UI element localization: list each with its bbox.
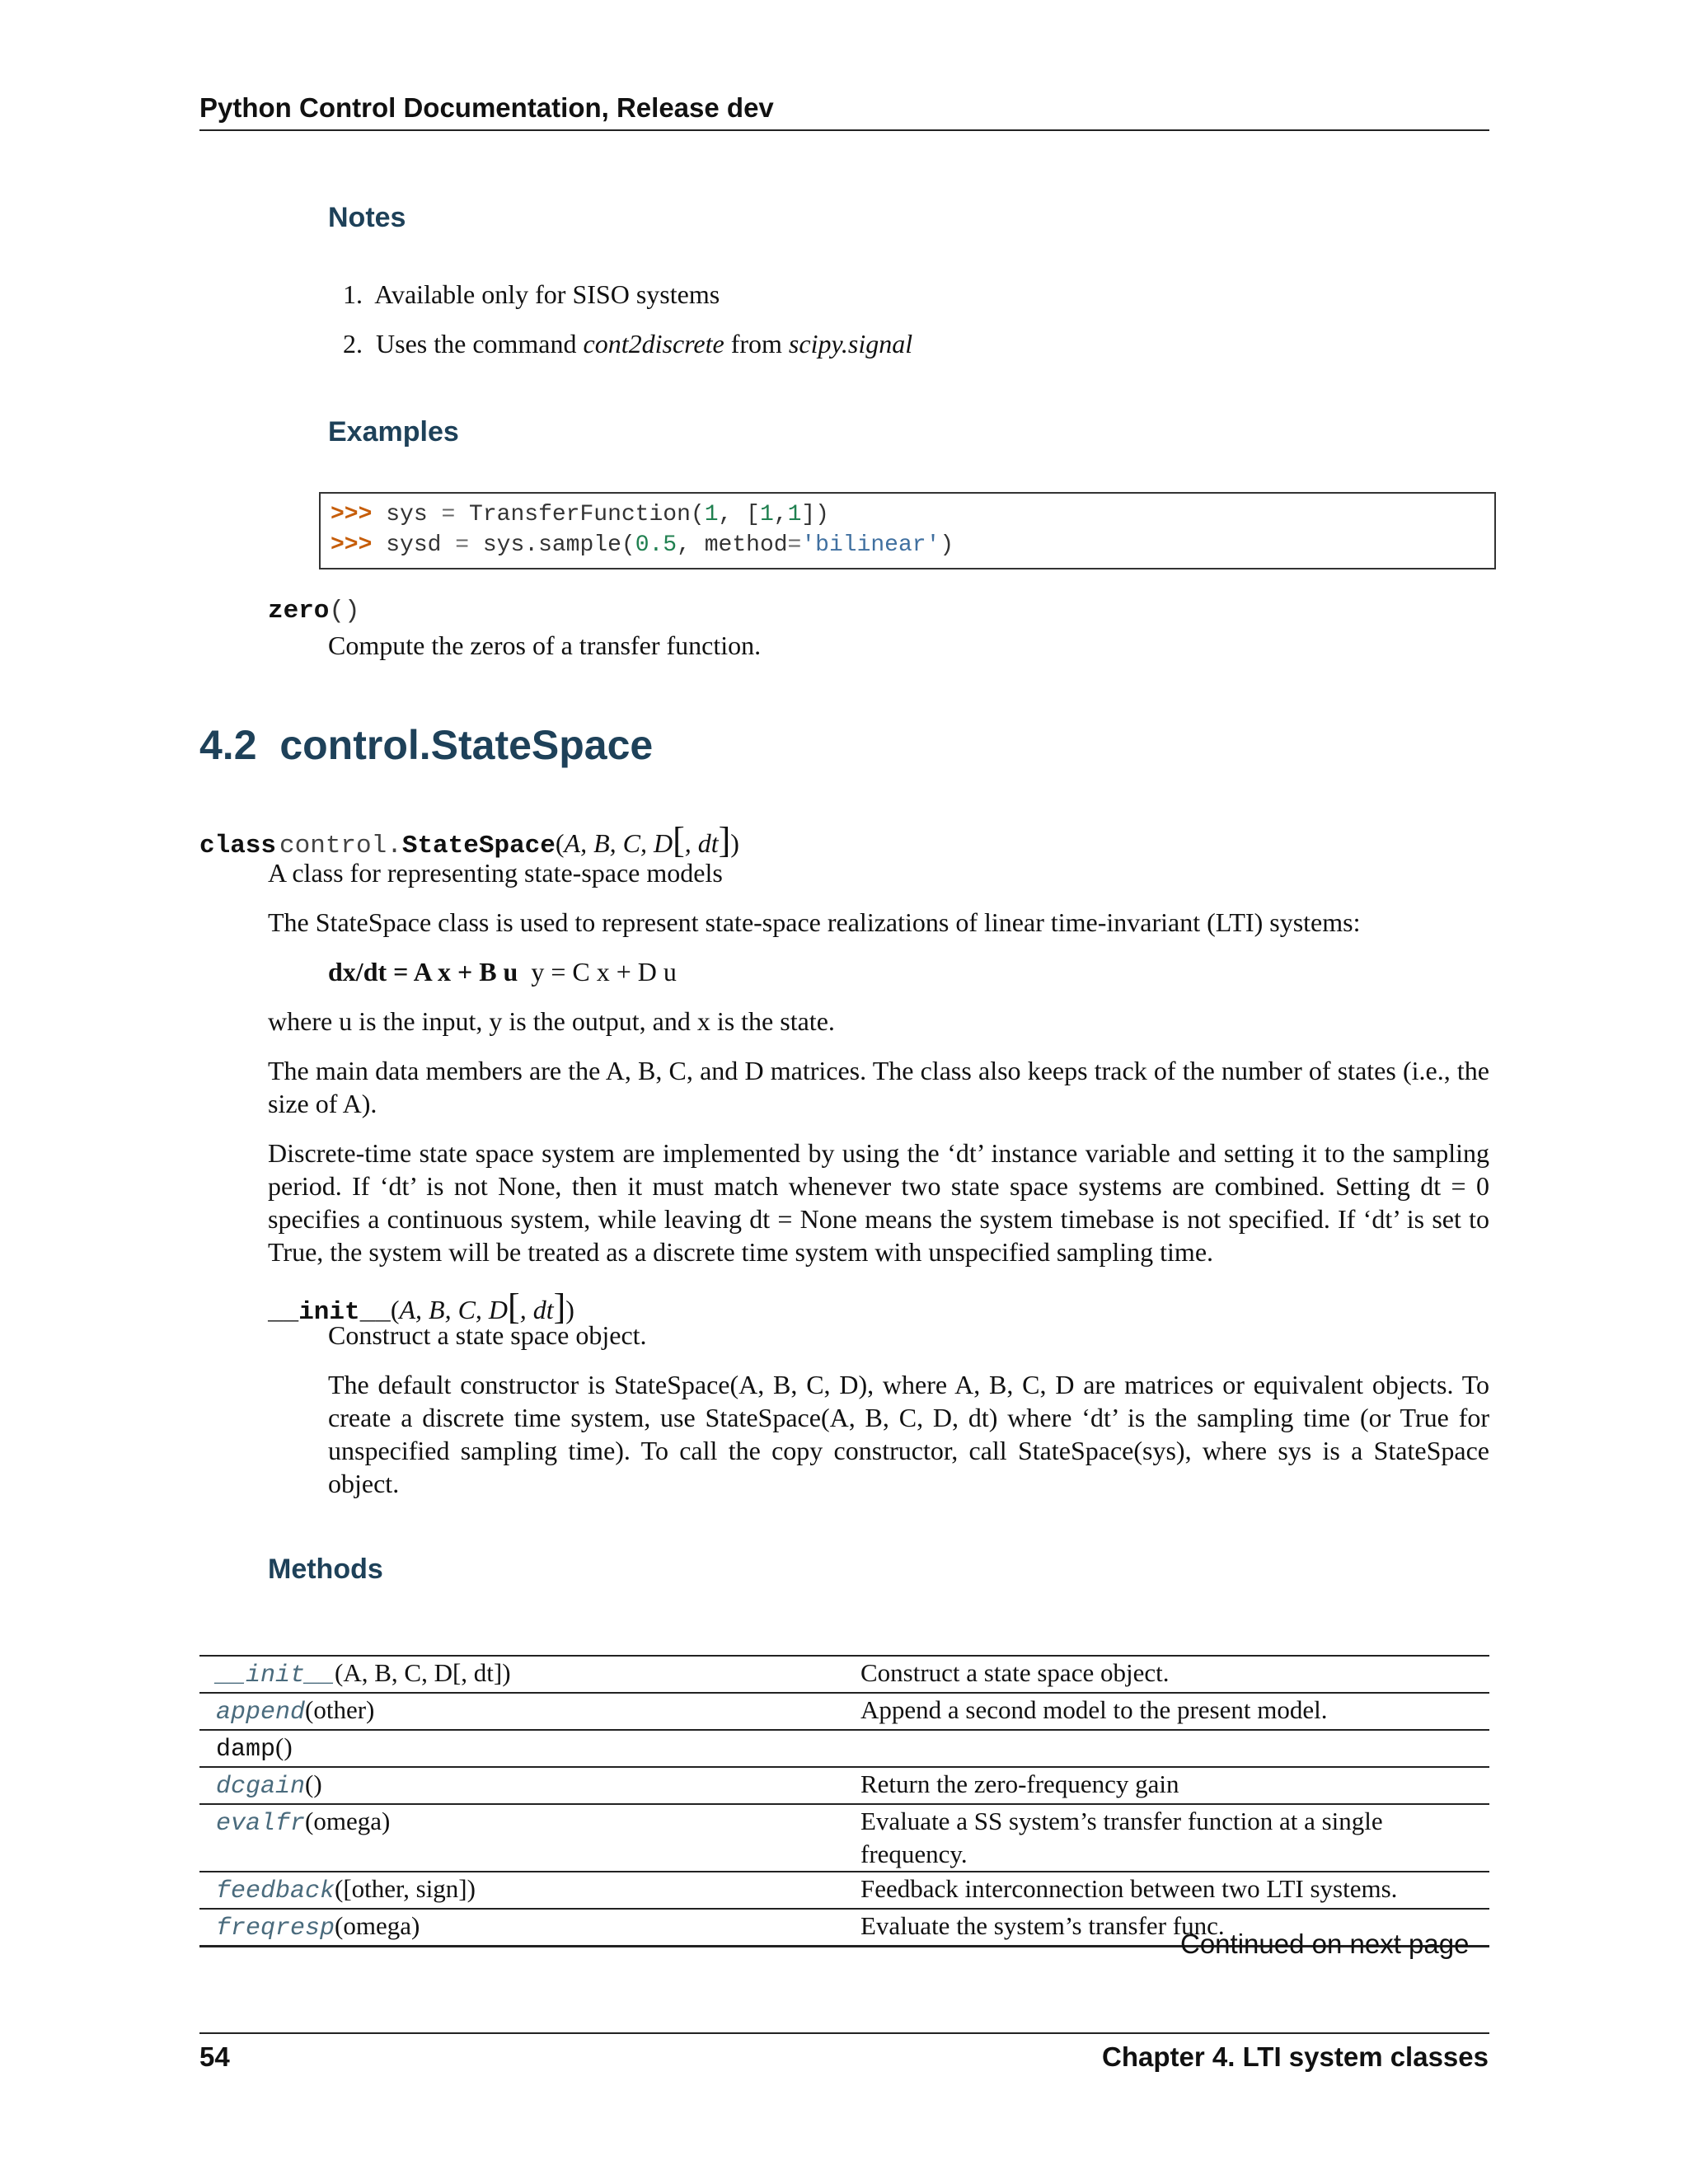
class-module: control. [279, 832, 402, 860]
class-rbracket: ] [718, 820, 731, 860]
class-para-2: where u is the input, y is the output, and x is the state. [268, 1006, 835, 1036]
continued-note: Continued on next page [1180, 1929, 1470, 1959]
code-number: 1 [759, 502, 774, 527]
method-description [844, 1730, 1489, 1767]
code-operator: = [787, 532, 802, 558]
methods-heading: Methods [268, 1554, 383, 1585]
method-description: Evaluate the system’s transfer func. [860, 1911, 1225, 1940]
note-item-2 [343, 327, 912, 360]
table-row [199, 1656, 1489, 1693]
init-params: A, B, C, D [399, 1295, 509, 1324]
method-args: (other) [305, 1695, 375, 1724]
note-number: 2. [343, 329, 363, 359]
class-name: StateSpace [401, 832, 556, 860]
chapter-title: Chapter 4. LTI system classes [1102, 2041, 1489, 2072]
running-head: Python Control Documentation, Release dev [199, 92, 774, 123]
code-number: 1 [787, 502, 802, 527]
code-prompt: >>> [331, 502, 373, 527]
init-summary: Construct a state space object. [328, 1320, 647, 1350]
method-description: Append a second model to the present model. [860, 1695, 1328, 1724]
note-module: scipy.signal [788, 329, 913, 359]
class-close-paren: ) [730, 828, 739, 858]
method-description: Return the zero-frequency gain [860, 1769, 1179, 1798]
init-lbracket: [ [508, 1286, 520, 1327]
init-rbracket: ] [553, 1286, 566, 1327]
init-close-paren: ) [565, 1295, 574, 1324]
code-token: ) [940, 532, 954, 558]
method-description: Construct a state space object. [860, 1658, 1170, 1687]
note-text: Available only for SISO systems [374, 279, 720, 309]
method-link[interactable]: evalfr [216, 1810, 306, 1838]
table-row [199, 1730, 1489, 1767]
note-item-1 [343, 278, 720, 311]
note-middle: from [724, 329, 789, 359]
class-open-paren: ( [555, 828, 565, 858]
code-token: sys [372, 502, 442, 527]
zero-signature [268, 597, 360, 626]
method-cell [199, 1804, 844, 1872]
method-args: (A, B, C, D[, dt]) [335, 1658, 511, 1687]
method-cell [199, 1909, 844, 1947]
method-link[interactable]: feedback [216, 1877, 335, 1905]
code-prompt: >>> [331, 532, 373, 558]
footer-rule [199, 2032, 1489, 2034]
examples-heading: Examples [328, 416, 459, 448]
code-operator: = [441, 502, 456, 527]
class-para-3: The main data members are the A, B, C, and D matrices. The class also keeps track of the number of states (i.e., the size of A). [268, 1056, 1489, 1118]
init-opt-params: , dt [519, 1295, 554, 1324]
method-name: damp [216, 1736, 276, 1764]
note-command: cont2discrete [583, 329, 724, 359]
method-cell [199, 1767, 844, 1804]
class-opt-params: , dt [684, 828, 719, 858]
code-token: sysd [372, 532, 456, 558]
code-token: , [ [718, 502, 760, 527]
code-block [319, 492, 1496, 569]
notes-heading: Notes [328, 202, 406, 233]
methods-table [199, 1655, 1489, 1947]
method-cell [199, 1872, 844, 1909]
code-line-2 [331, 532, 954, 558]
class-para-1: The StateSpace class is used to represent state-space realizations of linear time-invariant (LTI) systems: [268, 907, 1361, 937]
method-link[interactable]: freqresp [216, 1915, 335, 1943]
state-equation [328, 955, 677, 988]
class-keyword: class [199, 832, 277, 860]
method-description: Feedback interconnection between two LTI systems. [860, 1874, 1398, 1903]
zero-params: () [329, 597, 360, 626]
code-operator: = [455, 532, 470, 558]
class-summary: A class for representing state-space models [268, 858, 723, 888]
table-row [199, 1693, 1489, 1730]
code-token: TransferFunction( [455, 502, 705, 527]
state-equation-bold: dx/dt = A x + B u [328, 957, 518, 987]
code-token: , [773, 502, 788, 527]
class-para-4: Discrete-time state space system are implemented by using the ‘dt’ instance variable and setting it to the sampling period. If ‘dt’ is not None, then it must match whenever two state space systems are combined. Setting dt = 0 specifies a continuous system, while leaving dt = None means the system timebase is not specified. If ‘dt’ is set to True, the system will be treated as a discrete time system with unspecified sampling time. [268, 1138, 1489, 1267]
method-args: ([other, sign]) [335, 1874, 476, 1903]
table-row [199, 1804, 1489, 1872]
init-open-paren: ( [390, 1295, 400, 1324]
code-number: 1 [704, 502, 719, 527]
init-para: The default constructor is StateSpace(A, B, C, D), where A, B, C, D are matrices or equivalent objects. To create a discrete time system, use StateSpace(A, B, C, D, dt) where ‘dt’ is the sampling time (or True for unspecified sampling time). To call the copy constructor, call StateSpace(sys), where sys is a StateSpace object. [328, 1370, 1489, 1498]
class-signature [199, 819, 739, 861]
note-prefix: Uses the command [376, 329, 584, 359]
note-number: 1. [343, 279, 363, 309]
code-string: 'bilinear' [801, 532, 940, 558]
method-link[interactable]: __init__ [216, 1661, 335, 1690]
section-title [199, 721, 653, 769]
page-number: 54 [199, 2041, 230, 2072]
class-lbracket: [ [673, 820, 685, 860]
method-link[interactable]: append [216, 1699, 306, 1727]
header-rule [199, 129, 1489, 131]
method-args: (omega) [335, 1911, 420, 1940]
zero-description: Compute the zeros of a transfer function. [328, 630, 762, 660]
code-line-1 [331, 502, 829, 527]
init-method-name: __init__ [268, 1298, 391, 1327]
code-token: sys.sample( [469, 532, 635, 558]
section-number: 4.2 [199, 722, 257, 768]
section-name: control.StateSpace [279, 722, 654, 768]
method-cell [199, 1730, 844, 1767]
zero-method-name: zero [268, 597, 330, 626]
method-cell [199, 1693, 844, 1730]
method-cell [199, 1656, 844, 1693]
code-token: ]) [801, 502, 829, 527]
method-args: () [275, 1732, 293, 1761]
output-equation: y = C x + D u [531, 957, 677, 987]
table-row [199, 1872, 1489, 1909]
method-args: () [305, 1769, 322, 1798]
method-link[interactable]: dcgain [216, 1773, 306, 1801]
code-token: , method [677, 532, 788, 558]
method-description: Evaluate a SS system’s transfer function at a single frequency. [860, 1807, 1383, 1868]
table-row [199, 1767, 1489, 1804]
class-params: A, B, C, D [564, 828, 673, 858]
method-args: (omega) [305, 1807, 391, 1835]
code-number: 0.5 [635, 532, 678, 558]
